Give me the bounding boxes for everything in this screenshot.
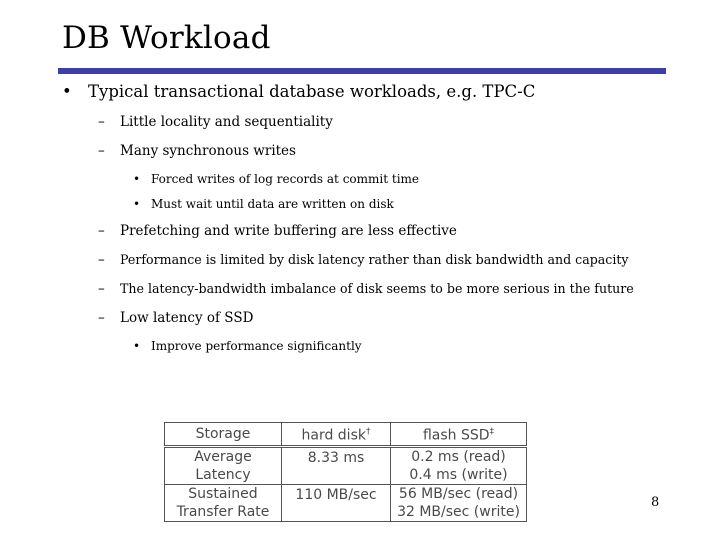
table-header-cell (391, 423, 527, 447)
dash-marker: – (98, 310, 105, 326)
row-label-line: Sustained (188, 485, 258, 502)
dash-marker: – (98, 114, 105, 130)
bullet-text: Typical transactional database workloads, e.g. TPC-C (88, 82, 536, 101)
table-row (165, 446, 527, 484)
ssd-value: 32 MB/sec (write) (397, 503, 520, 520)
bullet-marker: • (133, 172, 141, 186)
sub-sub-item-text: Forced writes of log records at commit time (151, 172, 420, 186)
sub-item-text: Many synchronous writes (120, 143, 296, 159)
sub-sub-item-text: Improve performance significantly (151, 339, 362, 353)
hdd-value: 110 MB/sec (295, 486, 377, 503)
row-label-line: Latency (195, 466, 251, 483)
header-text: hard disk (301, 427, 366, 444)
row-label-line: Transfer Rate (176, 503, 270, 520)
table-header-row (165, 423, 527, 447)
table-header-cell (282, 423, 391, 447)
bullet-marker: • (133, 197, 141, 211)
header-text: Storage (195, 425, 251, 442)
dash-marker: – (98, 223, 105, 239)
sub-item-text: Low latency of SSD (120, 310, 254, 326)
bullet-marker: • (133, 339, 141, 353)
table-row (165, 484, 527, 521)
sub-item-text: Prefetching and write buffering are less effective (120, 223, 457, 239)
ssd-value: 0.4 ms (write) (409, 466, 508, 483)
table-cell (282, 446, 391, 484)
table-header-cell (165, 423, 282, 447)
ssd-value: 56 MB/sec (read) (398, 485, 519, 502)
bullet-marker: • (62, 82, 72, 101)
sub-sub-item-text: Must wait until data are written on disk (151, 197, 394, 211)
footnote-mark: † (365, 427, 371, 437)
sub-item-text: Performance is limited by disk latency rather than disk bandwidth and capacity (120, 252, 629, 267)
storage-comparison-table (164, 422, 527, 522)
sub-item-text: Little locality and sequentiality (120, 114, 333, 130)
page-number: 8 (651, 495, 660, 510)
table-cell (165, 446, 282, 484)
slide-title: DB Workload (62, 20, 271, 56)
header-text: flash SSD (422, 427, 490, 444)
footnote-mark: ‡ (489, 427, 495, 437)
dash-marker: – (98, 252, 105, 268)
ssd-value: 0.2 ms (read) (411, 448, 506, 465)
dash-marker: – (98, 143, 105, 159)
dash-marker: – (98, 281, 105, 297)
hdd-value: 8.33 ms (307, 449, 365, 466)
table-cell (391, 446, 527, 484)
table-cell (165, 484, 282, 521)
row-label-line: Average (194, 448, 252, 465)
table-cell (391, 484, 527, 521)
title-rule (58, 68, 666, 74)
table-cell (282, 484, 391, 521)
sub-item-text: The latency-bandwidth imbalance of disk seems to be more serious in the future (120, 281, 634, 296)
